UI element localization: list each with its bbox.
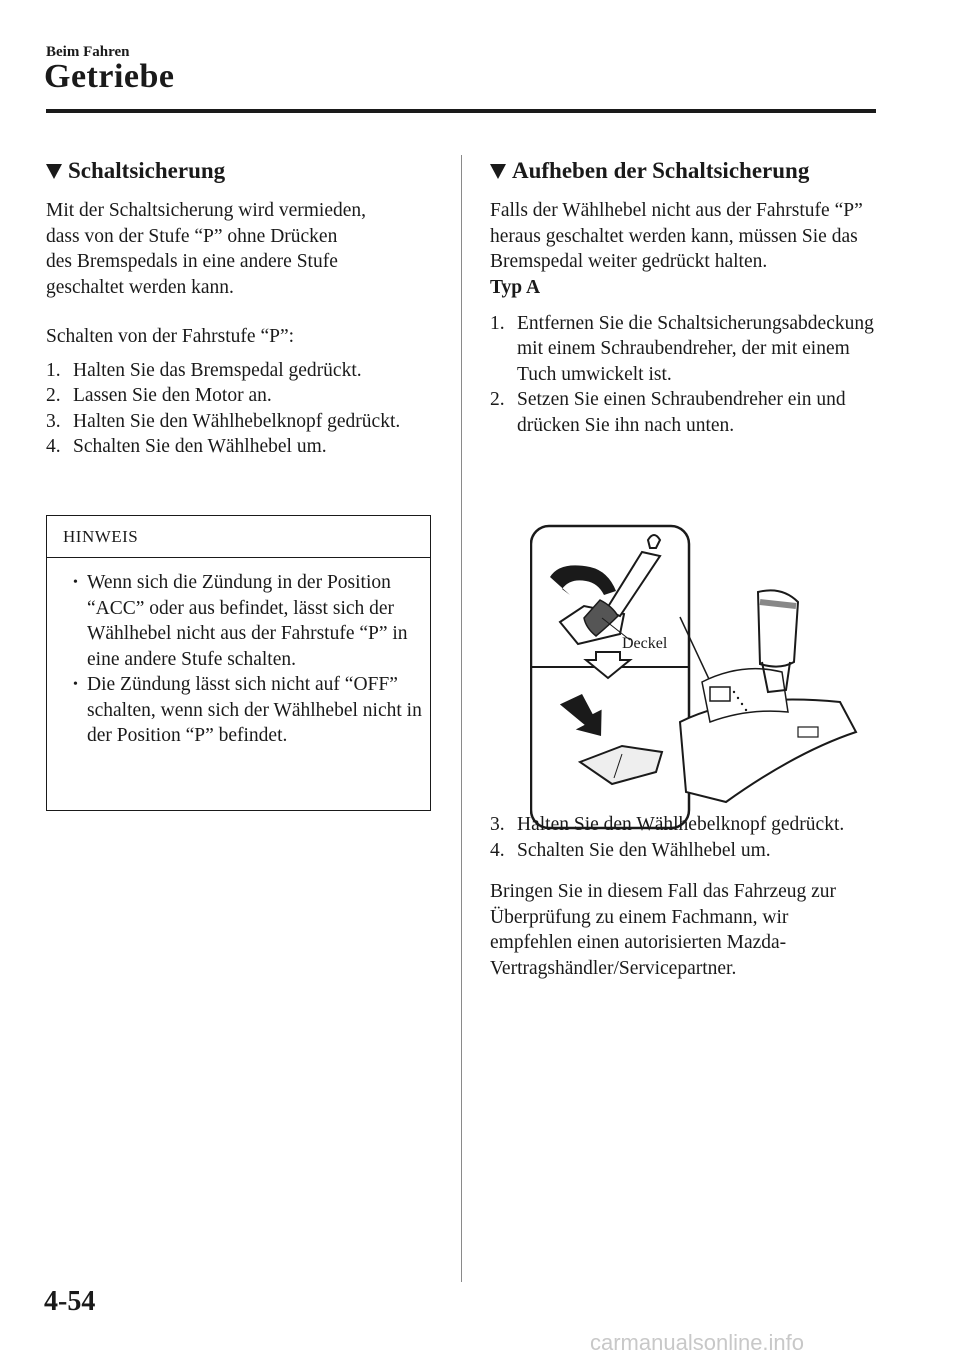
figure-label: Deckel: [622, 635, 668, 652]
illustration-svg: [530, 522, 860, 832]
chapter-title: Getriebe: [44, 58, 175, 95]
header-rule: [46, 109, 876, 113]
step-number: 4.: [46, 436, 61, 457]
triangle-down-icon: [490, 164, 506, 179]
step-text: Schalten Sie den Wählhebel um.: [517, 839, 771, 861]
shift-lock-illustration: [530, 522, 860, 832]
right-outro: Bringen Sie in diesem Fall das Fahrzeug zur Überprüfung zu einem Fachmann, wir empfehlen einen autorisierten Mazda-Vertragshändler/Servicepartner.: [490, 881, 837, 979]
watermark: carmanualsonline.info: [590, 1330, 805, 1355]
step-item: [46, 409, 436, 435]
intro-line: des Bremspedals in eine andere Stufe: [46, 251, 338, 272]
step-text: Lassen Sie den Motor an.: [73, 385, 272, 406]
note-text: Wenn sich die Zündung in der Position “ACC” oder aus befindet, lässt sich der Wählhebel nicht aus der Fahrstufe “P” in eine andere Stufe schalten.: [87, 572, 408, 670]
note-title: HINWEIS: [47, 516, 430, 558]
left-intro: [46, 198, 436, 300]
bullet-icon: •: [73, 677, 78, 692]
intro-line: geschaltet werden kann.: [46, 276, 234, 298]
note-item: [73, 570, 422, 672]
step-number: 2.: [46, 385, 61, 406]
step-item: [46, 358, 436, 384]
left-column: [46, 158, 436, 460]
center-console: [680, 700, 856, 803]
step-number: 3.: [46, 410, 61, 432]
step-text: Halten Sie das Bremspedal gedrückt.: [73, 359, 362, 381]
right-continued: [490, 812, 890, 981]
step-number: 4.: [490, 839, 505, 861]
step-number: 2.: [490, 389, 505, 410]
note-box: [46, 515, 431, 811]
note-list: [47, 570, 430, 749]
step-item: [490, 838, 890, 864]
step-text: Setzen Sie einen Schraubendreher ein und drücken Sie ihn nach unten.: [517, 389, 846, 436]
right-intro: Falls der Wählhebel nicht aus der Fahrstufe “P” heraus geschaltet werden kann, müssen Sie das Bremspedal weiter gedrückt halten.: [490, 200, 863, 272]
step-text: Entfernen Sie die Schaltsicherungsabdeckung mit einem Schraubendreher, der mit einem Tuch umwickelt ist.: [517, 312, 874, 385]
left-steps: [46, 358, 436, 460]
step-number: 1.: [46, 359, 61, 381]
step-item: [46, 383, 436, 409]
step-text: Halten Sie den Wählhebelknopf gedrückt.: [517, 814, 845, 835]
right-heading-text: Aufheben der Schaltsicherung: [512, 158, 810, 183]
note-text: Die Zündung lässt sich nicht auf “OFF” schalten, wenn sich der Wählhebel nicht in der Position “P” befindet.: [87, 674, 422, 746]
section-label: Beim Fahren: [46, 44, 130, 60]
bullet-icon: •: [73, 575, 78, 590]
right-steps-b: [490, 812, 890, 863]
page-number: 4-54: [44, 1286, 96, 1317]
left-heading: [46, 158, 436, 184]
left-heading-text: Schaltsicherung: [68, 158, 226, 183]
triangle-down-icon: [46, 164, 62, 179]
step-number: 3.: [490, 814, 505, 835]
right-heading: [490, 158, 890, 184]
column-divider: [461, 155, 462, 1282]
step-item: [490, 812, 890, 838]
type-label: Typ A: [490, 276, 541, 298]
right-steps-a: [490, 311, 890, 439]
step-item: [490, 311, 890, 388]
step-text: Halten Sie den Wählhebelknopf gedrückt.: [73, 410, 401, 432]
step-item: [490, 387, 890, 438]
left-subintro: Schalten von der Fahrstufe “P”:: [46, 326, 295, 347]
right-column: [490, 158, 890, 438]
step-item: [46, 434, 436, 460]
intro-line: Mit der Schaltsicherung wird vermieden,: [46, 200, 367, 221]
step-text: Schalten Sie den Wählhebel um.: [73, 436, 327, 457]
intro-line: dass von der Stufe “P” ohne Drücken: [46, 225, 338, 247]
step-number: 1.: [490, 312, 505, 334]
note-item: [73, 672, 422, 749]
